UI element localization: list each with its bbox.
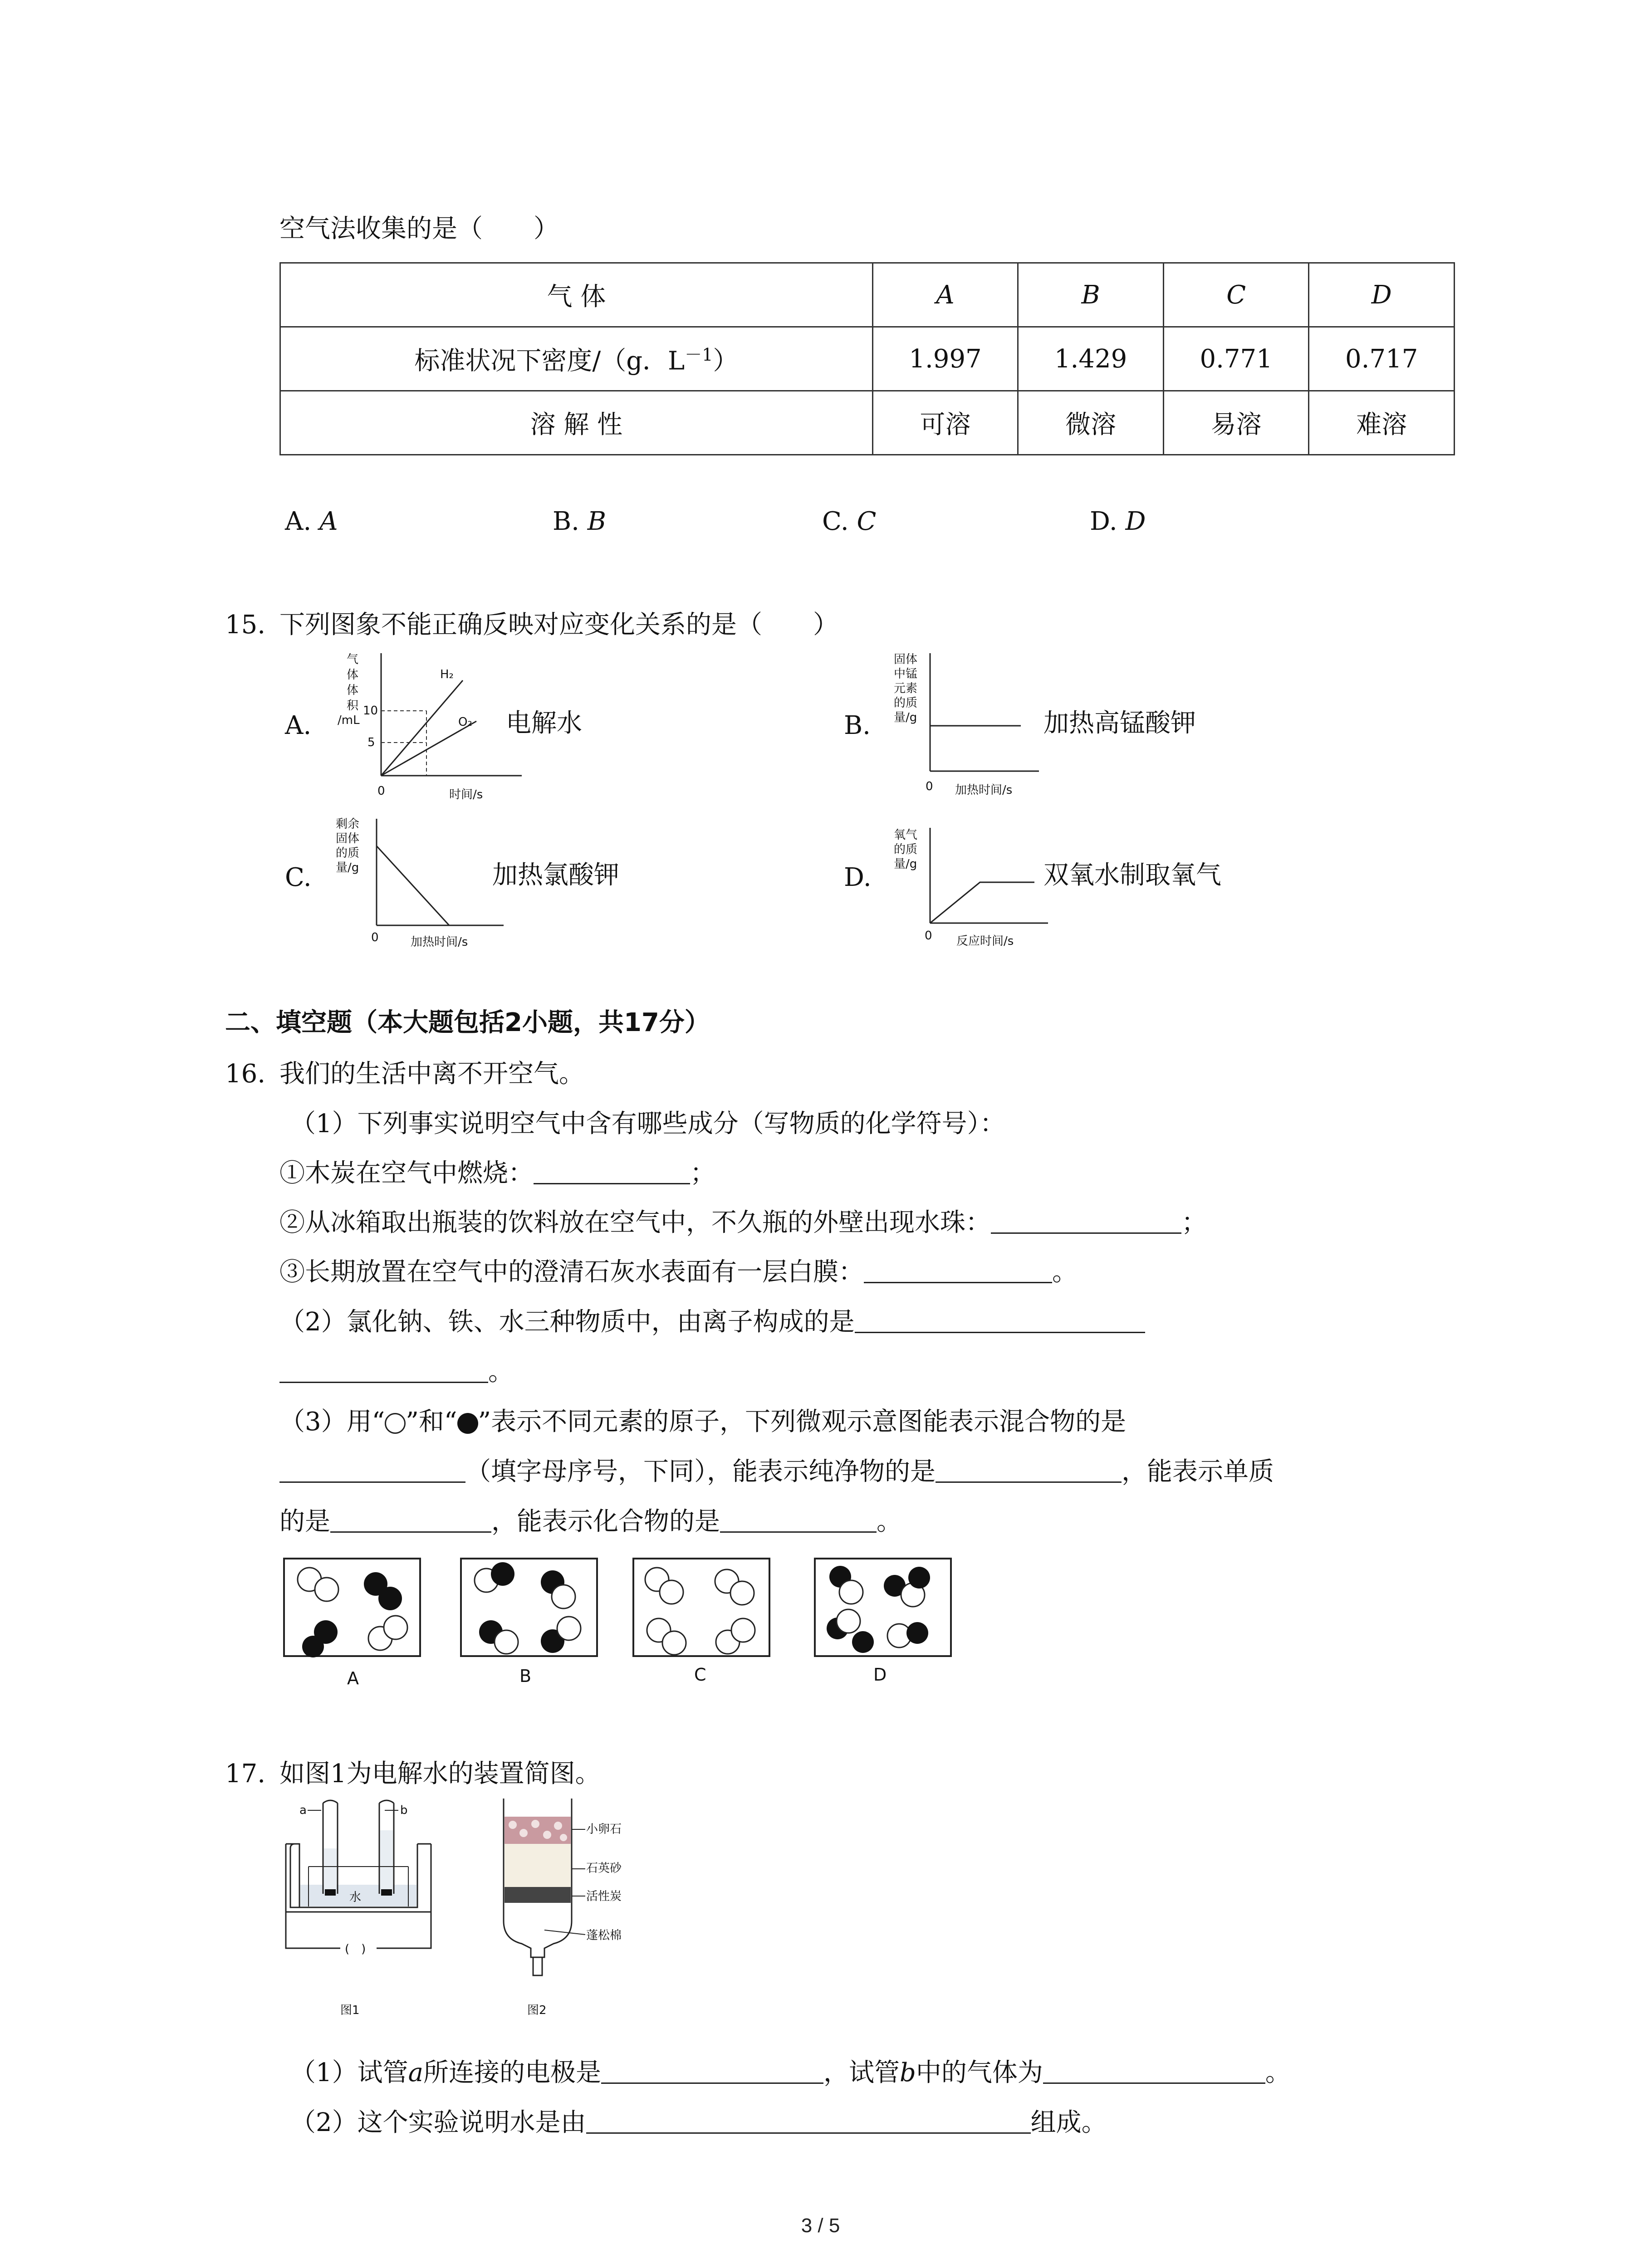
- origin-label: 0: [925, 929, 932, 943]
- tick-label: 5: [367, 736, 375, 749]
- series-label-h2: H₂: [440, 668, 454, 681]
- answer-blank[interactable]: [330, 1507, 491, 1533]
- figure-caption: 图1: [340, 2004, 360, 2017]
- q15-number: 15.: [225, 610, 266, 640]
- electrolysis-volume-graph: [327, 649, 535, 812]
- table-cell: A: [872, 263, 1018, 327]
- molecule-box-d[interactable]: [815, 1559, 951, 1685]
- q16-part1: （1）下列事实说明空气中含有哪些成分（写物质的化学符号）：: [290, 1109, 1005, 1139]
- layer-label: 活性炭: [586, 1890, 622, 1903]
- table-cell: 可溶: [872, 391, 1018, 455]
- q16-part2: （2）氯化钠、铁、水三种物质中，由离子构成的是: [279, 1306, 1145, 1338]
- origin-label: 0: [926, 780, 933, 793]
- black-atom-icon: [457, 1413, 478, 1434]
- q15-option-a-letter[interactable]: A.: [285, 711, 312, 740]
- q17-stem: 如图1为电解水的装置简图。: [279, 1759, 601, 1789]
- graph-y-label: 积: [347, 699, 359, 713]
- q15-caption-a: 电解水: [506, 709, 582, 738]
- table-cell: C: [1163, 263, 1309, 327]
- svg-text:( ): ( ): [345, 1942, 366, 1956]
- graph-y-label: 的质: [894, 843, 918, 856]
- water-label: 水: [349, 1891, 362, 1904]
- q15-option-d-letter[interactable]: D.: [844, 863, 872, 892]
- graph-y-label: 固体: [336, 832, 360, 846]
- table-row: [280, 391, 1455, 455]
- graph-y-label: 中锰: [894, 667, 918, 681]
- answer-blank[interactable]: [936, 1457, 1122, 1483]
- q15-stem: 下列图象不能正确反映对应变化关系的是（ ）: [279, 610, 838, 640]
- q15-caption-d: 双氧水制取氧气: [1043, 860, 1221, 890]
- q17-number: 17.: [225, 1759, 266, 1789]
- graph-y-label: 的质: [894, 696, 918, 710]
- answer-blank[interactable]: [586, 2108, 1031, 2134]
- layer-label: 小卵石: [586, 1823, 622, 1836]
- q15-option-b-letter[interactable]: B.: [844, 711, 871, 740]
- graph-y-label: 元素: [894, 682, 918, 695]
- graph-x-label: 加热时间/s: [955, 783, 1013, 797]
- molecule-box-b[interactable]: [461, 1559, 597, 1686]
- answer-blank[interactable]: [1043, 2058, 1265, 2084]
- graph-y-label: 体: [347, 668, 359, 682]
- origin-label: 0: [371, 931, 379, 944]
- tick-label: 10: [363, 704, 378, 718]
- graph-y-label: 量/g: [894, 857, 917, 871]
- layer-label: 蓬松棉: [586, 1929, 622, 1942]
- q16-part3-line3: 的是 ，能表示化合物的是 。: [279, 1507, 902, 1536]
- answer-blank[interactable]: [279, 1457, 465, 1483]
- q16-number: 16.: [225, 1059, 266, 1089]
- graph-y-label: 量/g: [894, 711, 917, 724]
- q17-part2: （2）这个实验说明水是由 组成。: [290, 2108, 1107, 2137]
- graph-y-label: 量/g: [336, 861, 359, 875]
- answer-blank[interactable]: [279, 1357, 488, 1383]
- q17-part1: （1）试管a所连接的电极是 ，试管b中的气体为 。: [290, 2058, 1291, 2087]
- q16-part3: （3）用“ ”和“ ”表示不同元素的原子，下列微观示意图能表示混合物的是: [279, 1407, 1127, 1437]
- table-row: [280, 327, 1455, 391]
- figure-caption: 图2: [527, 2004, 547, 2017]
- table-cell: 0.771: [1163, 327, 1309, 391]
- white-atom-icon: [385, 1413, 406, 1434]
- h2-line: [381, 680, 463, 776]
- box-label: C: [694, 1665, 706, 1685]
- box-label: D: [873, 1665, 887, 1685]
- q14-option-b[interactable]: B. B: [553, 507, 606, 536]
- q16-part3-line2: （填字母序号，下同），能表示纯净物的是 ，能表示单质: [279, 1456, 1274, 1488]
- tube-b-label: b: [400, 1804, 408, 1817]
- q15-caption-b: 加热高锰酸钾: [1043, 709, 1196, 738]
- box-label: B: [519, 1666, 532, 1686]
- table-cell: D: [1309, 263, 1455, 327]
- table-cell: 难溶: [1309, 391, 1455, 455]
- graph-y-label: 体: [347, 684, 359, 697]
- answer-blank[interactable]: [864, 1257, 1052, 1283]
- graph-y-label: 气: [347, 653, 359, 666]
- layer-label: 石英砂: [586, 1862, 622, 1875]
- electrolysis-apparatus-figure: [281, 1799, 445, 2034]
- table-cell: 易溶: [1163, 391, 1309, 455]
- table-cell: B: [1018, 263, 1164, 327]
- tube-a-label: a: [299, 1804, 307, 1817]
- graph-y-label: /mL: [338, 714, 360, 727]
- graph-y-label: 的质: [336, 846, 360, 860]
- table-header-row: [280, 263, 1455, 327]
- table-cell: 微溶: [1018, 391, 1164, 455]
- answer-blank[interactable]: [720, 1507, 877, 1533]
- o2-line: [381, 721, 476, 776]
- section-title: 二、填空题（本大题包括2小题，共17分）: [225, 1008, 710, 1037]
- page-number: 3 / 5: [801, 2214, 840, 2237]
- q14-option-c[interactable]: C. C: [822, 507, 877, 536]
- q16-part1a: ①木炭在空气中燃烧： ；: [279, 1158, 715, 1188]
- q14-option-d[interactable]: D. D: [1090, 507, 1146, 536]
- answer-blank[interactable]: [601, 2058, 823, 2084]
- origin-label: 0: [377, 784, 385, 798]
- graph-y-label: 固体: [894, 653, 918, 666]
- residual-mass-line: [377, 846, 449, 925]
- table-cell: 1.997: [872, 327, 1018, 391]
- molecule-box-a[interactable]: [284, 1559, 420, 1688]
- gas-property-table: [279, 262, 1455, 455]
- q16-part1c: ③长期放置在空气中的澄清石灰水表面有一层白膜： 。: [279, 1257, 1078, 1287]
- water-filter-figure: [490, 1789, 671, 2034]
- q14-stem-tail: 空气法收集的是（ ）: [279, 214, 559, 244]
- answer-blank[interactable]: [534, 1158, 690, 1184]
- permanganate-mn-mass-graph: [885, 649, 1066, 812]
- q16-part2-cont: 。: [279, 1356, 514, 1388]
- molecule-box-c[interactable]: [633, 1559, 769, 1685]
- answer-blank[interactable]: [991, 1208, 1181, 1234]
- series-label-o2: O₂: [458, 715, 472, 729]
- q16-part1b: ②从冰箱取出瓶装的饮料放在空气中，不久瓶的外壁出现水珠： ；: [279, 1208, 1207, 1237]
- q16-stem: 我们的生活中离不开空气。: [279, 1059, 584, 1089]
- answer-blank[interactable]: [855, 1307, 1145, 1333]
- graph-y-label: 剩余: [336, 817, 360, 831]
- table-cell: 0.717: [1309, 327, 1455, 391]
- box-label: A: [347, 1668, 359, 1688]
- density-label-cell: 标准状况下密度/（g．$L^{-1}$）: [280, 327, 873, 391]
- q14-option-a[interactable]: A. A: [285, 507, 338, 536]
- table-cell: 1.429: [1018, 327, 1164, 391]
- graph-y-label: 氧气: [894, 828, 918, 842]
- peroxide-oxygen-mass-graph: [885, 823, 1075, 959]
- q15-option-c-letter[interactable]: C.: [285, 863, 312, 892]
- graph-x-label: 反应时间/s: [956, 934, 1014, 948]
- molecule-diagram: [281, 1556, 971, 1687]
- q15-caption-c: 加热氯酸钾: [492, 860, 619, 890]
- graph-x-label: 时间/s: [449, 788, 483, 802]
- graph-x-label: 加热时间/s: [411, 935, 468, 949]
- table-cell: 气 体: [280, 263, 873, 327]
- oxygen-mass-line: [930, 882, 1034, 923]
- table-cell: 溶 解 性: [280, 391, 873, 455]
